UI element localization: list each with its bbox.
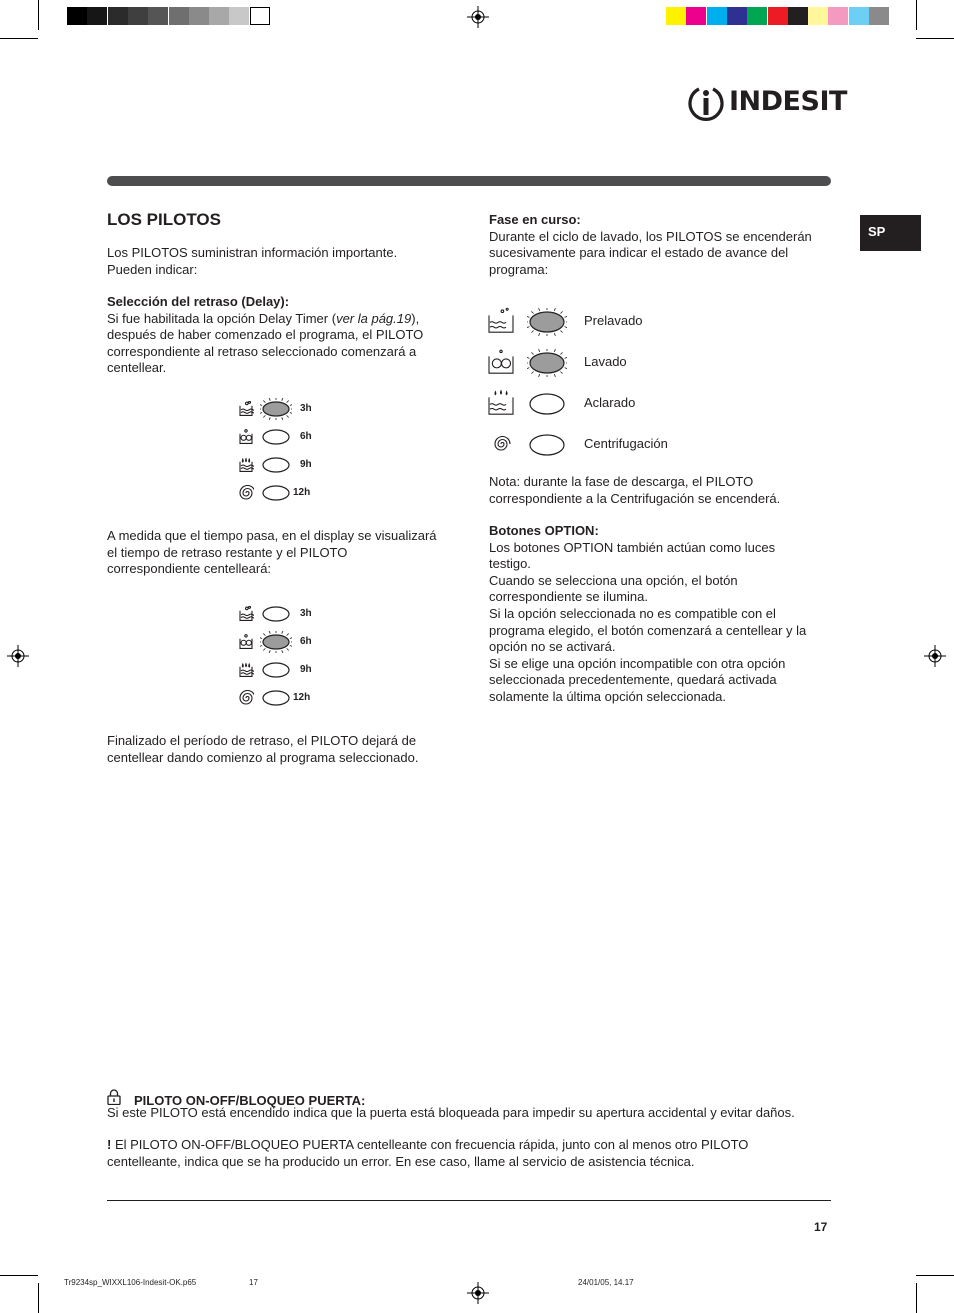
text-line: testigo. [489, 556, 531, 572]
delay-indicator-row [238, 429, 338, 451]
text-line: Los PILOTOS suministran información importante. [107, 245, 398, 260]
text-line: después de haber comenzado el programa, el PILOTO [107, 327, 424, 343]
slug-page: 17 [249, 1278, 258, 1287]
gray-swatch [108, 7, 128, 25]
registration-mark-icon [467, 1282, 489, 1304]
text-line: correspondiente centelleará: [107, 561, 272, 577]
gray-swatch [250, 7, 270, 25]
text-line: correspondiente a la Centrifugación se encenderá. [489, 490, 781, 506]
color-swatch [747, 7, 767, 25]
crop-mark [38, 0, 39, 30]
gray-swatch [229, 7, 249, 25]
color-swatch [768, 7, 788, 25]
text-line: Pueden indicar: [107, 261, 198, 277]
lock-icon [107, 1089, 121, 1105]
text-line: Finalizado el período de retraso, el PILOTO dejará de [107, 733, 417, 748]
text-line: Durante el ciclo de lavado, los PILOTOS se encenderán [489, 228, 812, 244]
phase-indicator-row [487, 348, 687, 378]
text-line: opción no se activará. [489, 639, 616, 655]
text-line: A medida que el tiempo pasa, en el display se visualizará [107, 528, 437, 543]
color-swatch [686, 7, 706, 25]
delay-label: 9h [300, 664, 312, 675]
language-tab: SP [860, 215, 921, 251]
color-swatch [666, 7, 686, 25]
text-line [107, 1137, 827, 1154]
brand-name: INDESIT [729, 86, 847, 117]
registration-mark-icon [7, 645, 29, 667]
text-line: el tiempo de retraso restante y el PILOTO [107, 544, 348, 560]
delay-label: 6h [300, 431, 312, 442]
color-swatch [828, 7, 848, 25]
text-line: programa elegido, el botón comenzará a centellear y la [489, 622, 807, 638]
phase-label: Prelavado [584, 313, 643, 328]
gray-swatch [189, 7, 209, 25]
option-section [489, 523, 834, 706]
color-swatch [849, 7, 869, 25]
phase-label: Lavado [584, 354, 627, 369]
phase-section [489, 212, 834, 278]
text-span: ), [411, 310, 420, 326]
indesit-logo-icon [686, 84, 726, 122]
color-swatch [808, 7, 828, 25]
phase-label: Centrifugación [584, 436, 668, 451]
delay-indicator-group-1 [238, 401, 338, 513]
color-swatch [788, 7, 808, 25]
gray-swatch [169, 7, 189, 25]
text-line: Si la opción seleccionada no es compatible con el [489, 605, 776, 621]
text-line: correspondiente al retraso seleccionado comenzará a [107, 343, 417, 359]
text-line: centellear dando comienzo al programa seleccionado. [107, 749, 419, 765]
page-reference: ver la pág.19 [336, 310, 412, 326]
end-text [107, 733, 418, 766]
text-line: seleccionada precedentemente, quedará activada [489, 672, 777, 688]
delay-indicator-group-2 [238, 606, 338, 718]
delay-label: 6h [300, 636, 312, 647]
page-number: 17 [814, 1220, 828, 1234]
phase-indicator-list [487, 307, 687, 467]
registration-mark-icon [467, 6, 489, 28]
text-line: Los botones OPTION también actúan como luces [489, 539, 776, 555]
header-rule [107, 176, 831, 186]
text-line: Si se elige una opción incompatible con otra opción [489, 655, 786, 671]
delay-indicator-row [238, 690, 338, 712]
delay-indicator-row [238, 401, 338, 423]
phase-indicator-row [487, 430, 687, 460]
text-line [107, 311, 457, 328]
crop-mark [916, 1275, 954, 1276]
lock-text: Si este PILOTO está encendido indica que la puerta está bloqueada para impedir su apertura accidental y evitar daños. [107, 1105, 795, 1120]
phase-indicator-row [487, 389, 687, 419]
delay-label: 12h [293, 692, 311, 703]
crop-mark [0, 1275, 38, 1276]
delay-label: 9h [300, 459, 312, 470]
phase-label: Aclarado [584, 395, 636, 410]
text-span: El PILOTO ON-OFF/BLOQUEO PUERTA centelleante con frecuencia rápida, junto con al menos otro PILOTO [111, 1137, 749, 1152]
delay-indicator-row [238, 662, 338, 684]
text-span: Si fue habilitada la opción Delay Timer ( [107, 310, 337, 326]
text-line: solamente la última opción seleccionada. [489, 688, 727, 704]
option-heading: Botones OPTION: [489, 523, 599, 538]
crop-mark [916, 0, 917, 30]
slug-file: Tr9234sp_WIXXL106-Indesit-OK.p65 [64, 1278, 197, 1287]
text-line: programa: [489, 261, 549, 277]
gray-swatch [209, 7, 229, 25]
text-line: correspondiente se ilumina. [489, 589, 648, 605]
gray-swatch [128, 7, 148, 25]
gray-swatch [87, 7, 107, 25]
crop-mark [916, 38, 954, 39]
intro-text [107, 245, 397, 278]
delay-label: 3h [300, 608, 312, 619]
text-line: Nota: durante la fase de descarga, el PILOTO [489, 474, 754, 489]
delay-label: 3h [300, 403, 312, 414]
color-swatch [727, 7, 747, 25]
delay-indicator-row [238, 606, 338, 628]
text-line: sucesivamente para indicar el estado de avance del [489, 245, 789, 261]
crop-mark [0, 38, 38, 39]
slug-date: 24/01/05, 14.17 [578, 1278, 634, 1287]
note-text [489, 474, 780, 507]
phase-indicator-row [487, 307, 687, 337]
delay-indicator-row [238, 457, 338, 479]
phase-heading: Fase en curso: [489, 212, 581, 227]
registration-mark-icon [924, 645, 946, 667]
indesit-logo [686, 84, 847, 122]
text-line: centelleante, indica que se ha producido un error. En ese caso, llame al servicio de asistencia técnica. [107, 1153, 695, 1169]
crop-mark [916, 1283, 917, 1313]
lock-heading: PILOTO ON-OFF/BLOQUEO PUERTA: [134, 1093, 366, 1108]
text-line: Cuando se selecciona una opción, el botón [489, 572, 738, 588]
warning-text [107, 1137, 827, 1170]
color-swatch [707, 7, 727, 25]
text-line: centellear. [107, 360, 167, 376]
section-title: LOS PILOTOS [107, 210, 221, 229]
delay-indicator-row [238, 634, 338, 656]
footer-rule [107, 1200, 831, 1201]
middle-text [107, 528, 437, 578]
delay-heading: Selección del retraso (Delay): [107, 294, 290, 309]
color-swatch [869, 7, 889, 25]
gray-swatch [67, 7, 87, 25]
delay-section [107, 294, 457, 377]
delay-indicator-row [238, 485, 338, 507]
warning-mark: ! [107, 1137, 112, 1152]
delay-label: 12h [293, 487, 311, 498]
crop-mark [38, 1283, 39, 1313]
gray-swatch [148, 7, 168, 25]
